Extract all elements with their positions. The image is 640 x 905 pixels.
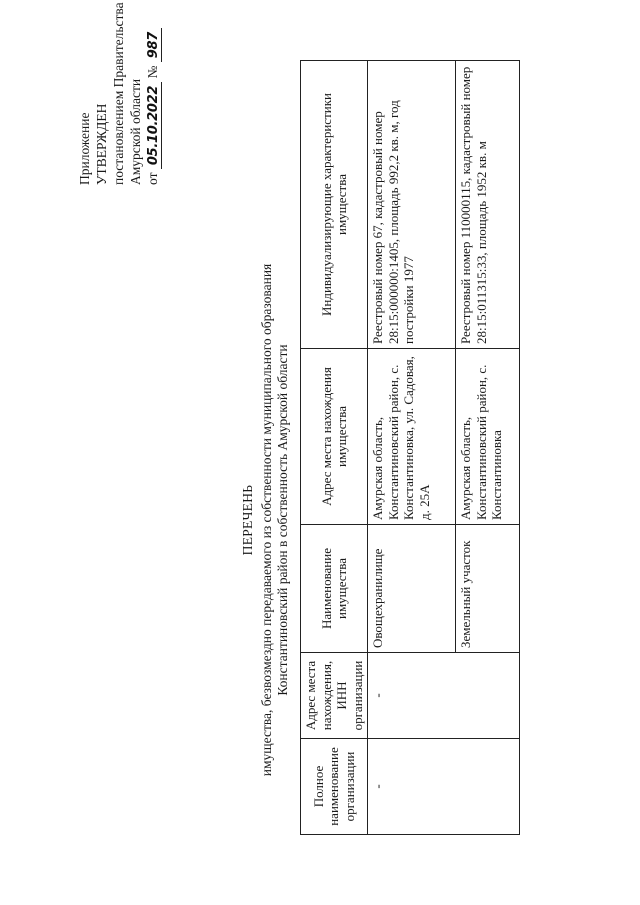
header-property-details: Индивидуализирующие характеристики имущества — [301, 61, 368, 349]
document-subtitle: имущества, безвозмездно передаваемого из собственности муниципального образования Константиновский район в собственность Амурской области — [258, 263, 290, 777]
cell-property-details: Реестровый номер 110000115, кадастровый номер 28:15:011315:33, площадь 1952 кв. м — [456, 61, 520, 349]
approved-label: УТВЕРЖДЕН — [94, 103, 109, 185]
date-number-line — [144, 0, 162, 185]
appendix-label: Приложение — [77, 112, 92, 185]
property-table — [300, 60, 520, 835]
cell-property-address: Амурская область, Константиновский район, с. Константиновка — [456, 349, 520, 525]
header-property-name: Наименование имущества — [301, 525, 368, 653]
cell-property-details: Реестровый номер 67, кадастровый номер 28:15:000000:1405, площадь 992,2 кв. м, год постройки 1977 — [368, 61, 456, 349]
number-prefix: № — [145, 65, 160, 79]
cell-org-name: - — [368, 739, 520, 835]
header-org-address: Адрес места нахождения, ИНН организации — [301, 653, 368, 739]
table-row — [368, 61, 456, 835]
approval-block — [76, 0, 162, 185]
cell-property-name: Земельный участок — [456, 525, 520, 653]
document-heading: ПЕРЕЧЕНЬ — [240, 484, 255, 556]
cell-property-name: Овощехранилище — [368, 525, 456, 653]
resolution-label: постановлением Правительства — [111, 2, 126, 185]
cell-property-address: Амурская область, Константиновский район, с. Константиновка, ул. Садовая, д. 25А — [368, 349, 456, 525]
header-org-name: Полное наименование организации — [301, 739, 368, 835]
handwritten-number: 987 — [147, 28, 162, 62]
table-header-row — [301, 61, 368, 835]
date-prefix: от — [145, 172, 160, 185]
cell-org-address: - — [368, 653, 520, 739]
handwritten-date: 05.10.2022 — [147, 82, 162, 169]
region-label: Амурской области — [128, 78, 143, 185]
document-title-block — [240, 195, 292, 845]
header-property-address: Адрес места нахождения имущества — [301, 349, 368, 525]
